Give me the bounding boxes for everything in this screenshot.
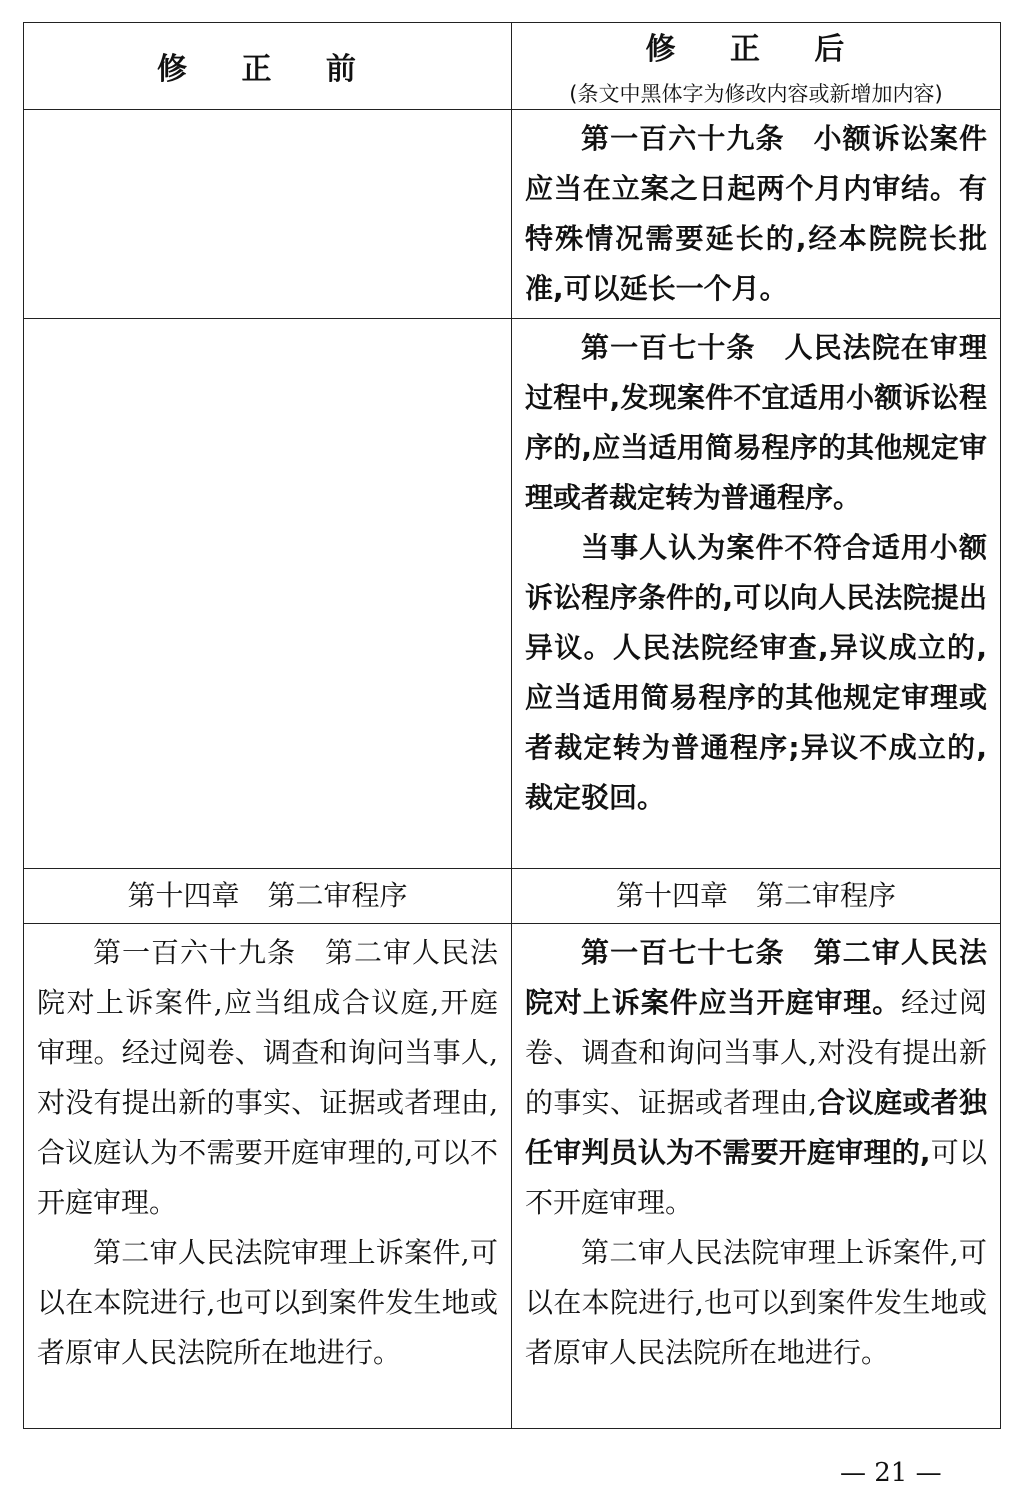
article-paragraph (525, 114, 987, 314)
header-after-cell (512, 23, 1001, 110)
bold-text: 当事人认为案件不符合适用小额诉讼程序条件的,可以向人民法院提出异议。人民法院经审查,异议成立的,应当适用简易程序的其他规定审理或者裁定转为普通程序;异议不成立的,裁定驳回。 (525, 531, 987, 814)
after-cell (512, 110, 1001, 319)
text: 第二审人民法院审理上诉案件,可以在本院进行,也可以到案件发生地或者原审人民法院所在地进行。 (37, 1236, 498, 1369)
text: 经过阅卷、调查和询问当事人,对没有提出新的事实、证据或者理由, (525, 986, 987, 1119)
header-before-cell (24, 23, 512, 110)
header-after-title: 修 正 后 (645, 32, 867, 67)
bold-text: 第一百七十条 人民法院在审理过程中,发现案件不宜适用小额诉讼程序的,应当适用简易程序的其他规定审理或者裁定转为普通程序。 (525, 331, 987, 514)
before-cell (24, 110, 512, 319)
article-paragraph (37, 928, 498, 1228)
page-number: — 21 — (840, 1458, 942, 1488)
bold-text: 合议庭或者独任审判员认为不需要开庭审理的, (525, 1086, 987, 1169)
text: 第二审人民法院审理上诉案件,可以在本院进行,也可以到案件发生地或者原审人民法院所在地进行。 (525, 1236, 987, 1369)
article-paragraph (525, 1228, 987, 1378)
article-paragraph (525, 928, 987, 1228)
chapter-after: 第十四章 第二审程序 (512, 869, 1001, 924)
article-paragraph (525, 323, 987, 523)
header-before-title: 修 正 前 (157, 52, 378, 87)
before-cell (24, 924, 512, 1429)
bold-text: 第一百六十九条 小额诉讼案件应当在立案之日起两个月内审结。有特殊情况需要延长的,经本院院长批准,可以延长一个月。 (525, 122, 987, 305)
text: 可以不开庭审理。 (525, 1136, 987, 1219)
text: 第一百六十九条 第二审人民法院对上诉案件,应当组成合议庭,开庭审理。经过阅卷、调查和询问当事人,对没有提出新的事实、证据或者理由,合议庭认为不需要开庭审理的,可以不开庭审理。 (37, 936, 498, 1219)
after-cell (512, 924, 1001, 1429)
article-paragraph (37, 1228, 498, 1378)
table-row (24, 319, 1001, 869)
header-row (24, 23, 1001, 110)
bold-text: 第一百七十七条 第二审人民法院对上诉案件应当开庭审理。 (525, 936, 987, 1019)
table-row (24, 924, 1001, 1429)
after-cell (512, 319, 1001, 869)
article-paragraph (525, 523, 987, 823)
chapter-row (24, 869, 1001, 924)
chapter-before: 第十四章 第二审程序 (24, 869, 512, 924)
before-cell (24, 319, 512, 869)
comparison-table (23, 22, 1001, 1429)
table-row (24, 110, 1001, 319)
header-after-note: (条文中黑体字为修改内容或新增加内容) (569, 82, 943, 106)
